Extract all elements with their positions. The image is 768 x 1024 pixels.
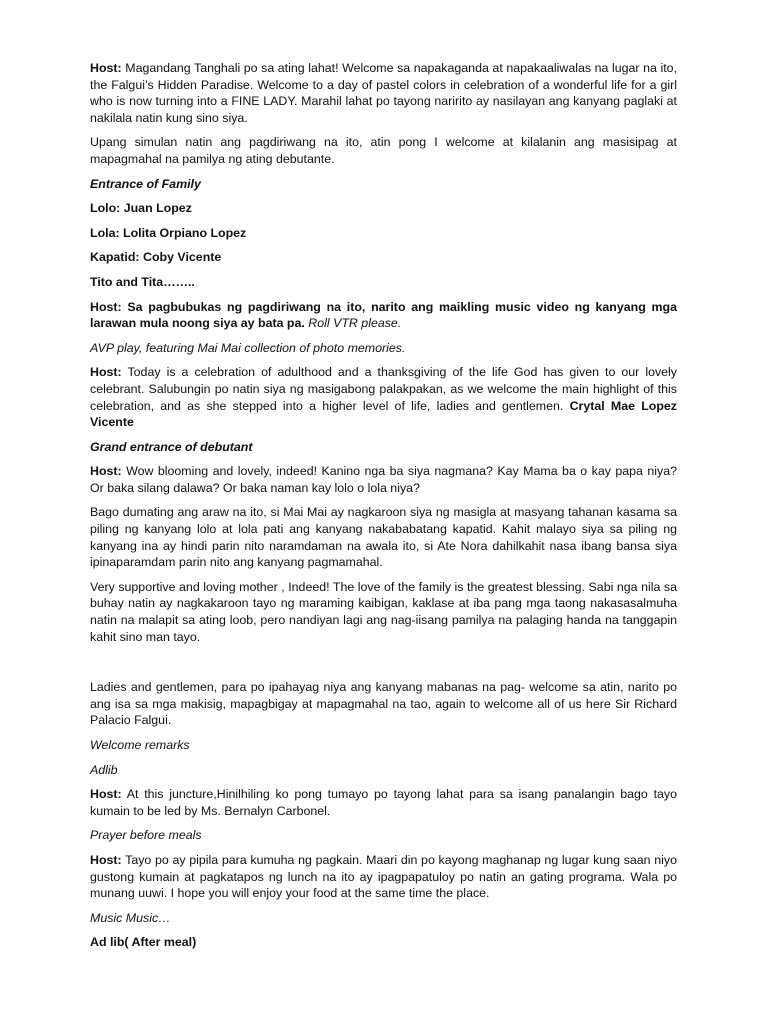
host-line: Tayo po ay pipila para kumuha ng pagkain. Maari din po kayong maghanap ng lugar kung saan niyo gustong kumain at pagkatapos ng lunch na ito ay ipagpapatuloy po natin an gating programa. Wala po munang uuwi. I hope you will enjoy your food at the same time the place. [90,852,677,901]
host-line: Wow blooming and lovely, indeed! Kanino nga ba siya nagmana? Kay Mama ba o kay papa niya? Or baka silang dalawa? Or baka naman kay lolo o lola niya? [90,464,677,495]
cue-avp-play: AVP play, featuring Mai Mai collection of photo memories. [90,340,406,355]
speaker-label: Host: [90,299,122,314]
family-member-kapatid: Kapatid: Coby Vicente [90,250,222,265]
host-line: Magandang Tanghali po sa ating lahat! Welcome sa napakaganda at napakaaliwalas na lugar na ito, the Falgui’s Hidden Paradise. Welcome to a day of pastel colors in celebration of a wonderful life for a girl who is now turning into a FINE LADY. Marahil lahat po tayong naririto ay nasilayan ang kanyang paglaki at nakilala natin kung sino siya. [90,61,677,125]
paragraph-welcome-sir-richard: Ladies and gentlemen, para po ipahayag niya ang kanyang mabanas na pag- welcome sa atin, narito po ang isa sa mga makisig, mapagbigay at mapagmahal na tao, again to welcome all of us here Sir Richard Palacio Falgui. [90,680,677,728]
speaker-label: Host: [90,61,122,75]
host-paragraph-celebration [90,364,677,430]
cue-prayer-before-meals: Prayer before meals [90,828,202,843]
speaker-label: Host: [90,852,122,867]
host-paragraph-lunch [90,852,677,902]
family-member-tito-tita: Tito and Tita…….. [90,274,195,289]
cue-entrance-of-family: Entrance of Family [90,176,201,191]
debutant-name: Crytal Mae Lopez Vicente [90,398,677,430]
document-body [90,60,677,951]
host-paragraph-prayer [90,786,677,819]
family-member-lolo: Lolo: Juan Lopez [90,201,192,216]
host-paragraph-greeting [90,60,677,126]
paragraph-supportive-mother: Very supportive and loving mother , Indeed! The love of the family is the greatest blessing. Sabi nga nila sa buhay natin ay nagkakaroon tayo ng maraming kaibigan, kaklase at iba pang mga taong nakasasalmuha natin na malapit sa ating loob, pero nandiyan lagi ang nag-iisang pamilya na palaging handa na tanggapin kahit sino man tayo. [90,579,677,644]
host-paragraph-blooming [90,463,677,496]
cue-adlib-after-meal: Ad lib( After meal) [90,935,197,950]
host-paragraph-music-video [90,299,677,332]
vtr-cue: Roll VTR please. [308,316,402,331]
paragraph-family-intro: Upang simulan natin ang pagdiriwang na ito, atin pong I welcome at kilalanin ang masisipag at mapagmahal na pamilya ng ating debutante. [90,135,677,166]
speaker-label: Host: [90,464,122,479]
speaker-label: Host: [90,365,122,380]
host-line: At this juncture,Hinilhiling ko pong tumayo po tayong lahat para sa isang panalangin bago tayo kumain to be led by Ms. Bernalyn Carbonel. [90,787,677,818]
cue-adlib: Adlib [90,762,118,777]
speaker-label: Host: [90,787,122,802]
cue-grand-entrance: Grand entrance of debutant [90,439,253,454]
cue-welcome-remarks: Welcome remarks [90,738,190,752]
host-line: Sa pagbubukas ng pagdiriwang na ito, narito ang maikling music video ng kanyang mga larawan mula noong siya ay bata pa. [90,299,677,331]
host-line: Today is a celebration of adulthood and a thanksgiving of the life God has given to our lovely celebrant. Salubungin po natin siya ng masigabong palakpakan, as we welcome the main highlight of this celebration, and as she stepped into a higher level of life, ladies and gentlemen. [90,365,677,413]
family-member-lola: Lola: Lolita Orpiano Lopez [90,225,247,240]
paragraph-mai-mai: Bago dumating ang araw na ito, si Mai Mai ay nagkaroon siya ng masigla at masyang tahanan kasama sa piling ng kanyang lolo at lola pati ang kanyang nakababatang kapatid. Kahit malayo siya sa piling ng kanyang ina ay hindi parin nito naramdaman na awala ito, si Ate Nora dahilkahit nasa ibang bansa siya ipinaparamdam parin nito ang kanyang pagmamahal. [90,505,677,570]
cue-music: Music Music… [90,910,171,925]
